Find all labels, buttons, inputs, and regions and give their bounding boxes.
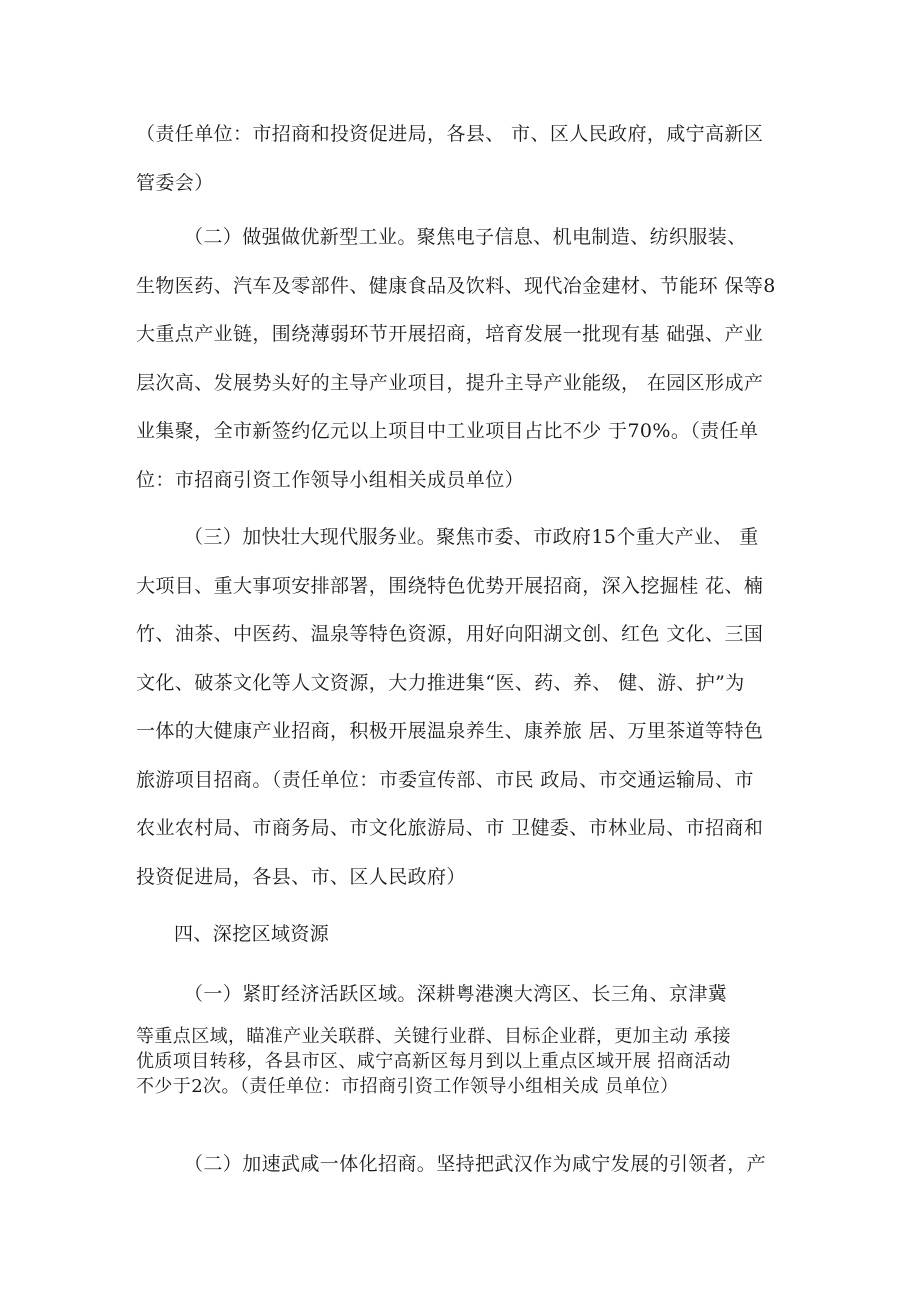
text-line: 文化、破茶文化等人文资源，大力推进集“医、药、养、 健、游、护”为: [136, 671, 745, 694]
text-line: （责任单位：市招商和投资促进局，各县、 市、区人民政府，咸宁高新区: [136, 123, 764, 145]
text-line: （二）做强做优新型工业。聚焦电子信息、机电制造、纺织服装、: [184, 226, 747, 248]
text-line: 不少于2次。（责任单位：市招商引资工作领导小组相关成 员单位）: [136, 1076, 679, 1097]
text-line: 投资促进局，各县、市、区人民政府）: [136, 865, 466, 888]
text-line: 生物医药、汽车及零部件、健康食品及饮料、现代冶金建材、节能环 保等8: [136, 274, 776, 297]
section-heading-regional-resources: [136, 910, 792, 959]
text-line: （三）加快壮大现代服务业。聚焦市委、市政府15个重大产业、 重: [184, 526, 759, 548]
paragraph-modern-services: [136, 513, 792, 901]
text-line: 旅游项目招商。（责任单位：市委宣传部、市民 政局、市交通运输局、市: [136, 768, 754, 791]
text-line: 位：市招商引资工作领导小组相关成员单位）: [136, 468, 525, 491]
text-line: 竹、油茶、中医药、温泉等特色资源，用好向阳湖文创、红色 文化、三国: [136, 623, 764, 645]
text-line: （一）紧盯经济活跃区域。深耕粤港澳大湾区、长三角、京津冀: [184, 983, 728, 1005]
text-line: 一体的大健康产业招商，积极开展温泉养生、康养旅 居、万里茶道等特色: [136, 720, 764, 742]
text-line: （二）加速武咸一体化招商。坚持把武汉作为咸宁发展的引领者，产: [184, 1153, 767, 1175]
paragraph-wuhan-xianning: [136, 1140, 792, 1189]
text-line: 等重点区域，瞄准产业关联群、关键行业群、目标企业群，更加主动 承接: [136, 1026, 731, 1047]
text-line: 优质项目转移，各县市区、咸宁高新区每月到以上重点区域开展 招商活动: [136, 1051, 731, 1072]
text-line: 业集聚，全市新签约亿元以上项目中工业项目占比不少 于70%。（责任单: [136, 420, 759, 442]
text-line: 农业农村局、市商务局、市文化旅游局、市 卫健委、市林业局、市招商和: [136, 817, 764, 839]
text-line: 管委会）: [136, 171, 214, 194]
paragraph-active-regions-lead: [136, 970, 792, 1019]
paragraph-responsible-units-1: [136, 110, 792, 207]
paragraph-new-industry: [136, 213, 792, 504]
text-line: 大项目、重大事项安排部署，围绕特色优势开展招商，深入挖掘桂 花、楠: [136, 574, 764, 597]
text-line: 大重点产业链，围绕薄弱环节开展招商，培育发展一批现有基 础强、产业: [136, 323, 764, 345]
text-line: 层次高、发展势头好的主导产业项目，提升主导产业能级， 在园区形成产: [136, 371, 764, 394]
paragraph-active-regions-body: [136, 1024, 792, 1099]
heading-text: 四、深挖区域资源: [174, 923, 330, 945]
